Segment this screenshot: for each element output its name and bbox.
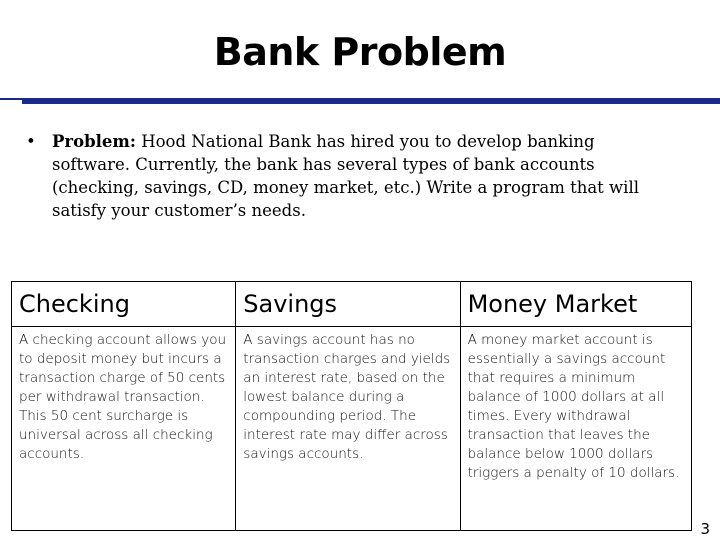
problem-body: Hood National Bank has hired you to develop banking software. Currently, the bank has several types of bank accounts (checking, savings, CD, money market, etc.) Write a program that will satisfy your customer’s needs. [52,132,640,220]
checking-description: A checking account allows you to deposit money but incurs a transaction charge of 50 cents per withdrawal transaction. This 50 cent surcharge is universal across all checking accounts. [12,327,236,531]
title-rule-thick [22,99,720,104]
account-types-table [11,281,692,531]
header-money-market: Money Market [460,282,691,327]
savings-description: A savings account has no transaction charges and yields an interest rate, based on the lowest balance during a compounding period. The interest rate may differ across savings accounts. [236,327,460,531]
header-checking: Checking [12,282,236,327]
page-number: 3 [700,520,710,538]
problem-text [52,130,676,222]
table-row [12,327,692,531]
bullet-dot-icon: • [26,132,36,151]
problem-label: Problem: [52,132,136,151]
table-header-row [12,282,692,327]
problem-bullet [26,130,676,222]
money-market-description: A money market account is essentially a savings account that requires a minimum balance of 1000 dollars at all times. Every withdrawal transaction that leaves the balance below 1000 dollars triggers a penalty of 10 dollars. [460,327,691,531]
slide-title: Bank Problem [213,30,507,74]
header-savings: Savings [236,282,460,327]
